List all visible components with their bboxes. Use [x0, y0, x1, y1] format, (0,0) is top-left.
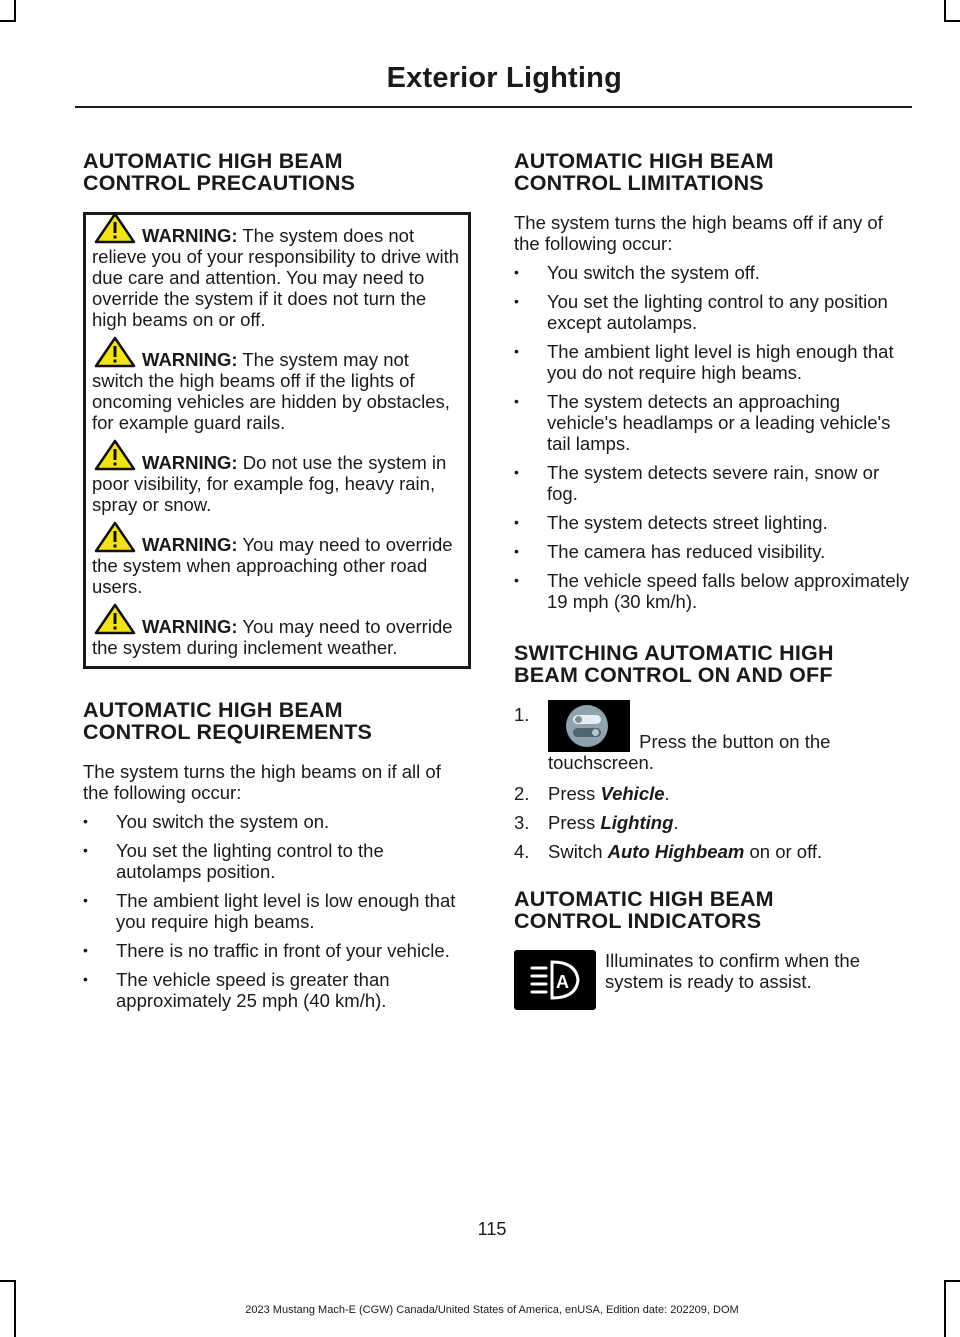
ui-label-auto-highbeam: Auto Highbeam: [607, 841, 745, 862]
switching-heading: SWITCHING AUTOMATIC HIGH BEAM CONTROL ON AND OFF: [514, 641, 834, 687]
page-number: 115: [477, 1219, 507, 1239]
list-item: • The system detects severe rain, snow or fog.: [514, 462, 909, 504]
step-text: .: [673, 812, 679, 833]
step-1-text: Press the button on the touchscreen.: [548, 731, 831, 773]
warning-text: The system may not switch the high beams off if the lights of oncoming vehicles are hidden by obstacles, for example guard rails.: [92, 349, 450, 433]
limitations-heading: AUTOMATIC HIGH BEAM CONTROL LIMITATIONS: [514, 149, 774, 195]
footer: 2023 Mustang Mach-E (CGW) Canada/United States of America, enUSA, Edition date: 202209, DOM: [245, 1304, 739, 1316]
step-1: [514, 704, 909, 773]
indicator-text: Illuminates to confirm when the system is ready to assist.: [605, 950, 861, 992]
section-gap: [514, 870, 909, 888]
crop-mark: [944, 0, 946, 22]
warning-text: Do not use the system in poor visibility, for example fog, heavy rain, spray or snow.: [92, 452, 447, 515]
warning-triangle-icon: [94, 439, 136, 471]
list-item: • You switch the system on.: [83, 811, 471, 832]
step-number: 1.: [514, 704, 530, 725]
crop-mark: [0, 20, 16, 22]
step-number: 2.: [514, 783, 530, 804]
warning-triangle-icon: [94, 521, 136, 553]
list-item: • There is no traffic in front of your vehicle.: [83, 940, 471, 961]
step-2: [514, 783, 909, 804]
list-item: • The system detects an approaching vehicle's headlamps or a leading vehicle's tail lamps.: [514, 391, 909, 454]
title-rule: [75, 106, 912, 108]
ui-label-lighting: Lighting: [600, 812, 674, 833]
steps-list: [514, 704, 909, 862]
warning-text: The system does not relieve you of your responsibility to drive with due care and attention. You may need to override the system if it does not turn the high beams on or off.: [92, 225, 460, 330]
list-item: • The vehicle speed is greater than approximately 25 mph (40 km/h).: [83, 969, 471, 1011]
crop-mark: [14, 0, 16, 22]
warning-triangle-icon: [94, 212, 136, 244]
list-item: • The ambient light level is low enough that you require high beams.: [83, 890, 471, 932]
warning-box: [83, 212, 471, 669]
step-number: 3.: [514, 812, 530, 833]
warning-label: WARNING:: [142, 616, 238, 637]
list-item: • You set the lighting control to any position except autolamps.: [514, 291, 909, 333]
precautions-heading: AUTOMATIC HIGH BEAM CONTROL PRECAUTIONS: [83, 149, 356, 195]
warning-label: WARNING:: [142, 534, 238, 555]
list-item: • You switch the system off.: [514, 262, 909, 283]
step-text: Press: [548, 783, 601, 804]
warning-triangle-icon: [94, 603, 136, 635]
warning-triangle-icon: [94, 336, 136, 368]
warning-1: [92, 225, 462, 330]
crop-mark: [0, 1280, 16, 1282]
warning-label: WARNING:: [142, 225, 238, 246]
section-gap: [514, 620, 909, 642]
right-column: [514, 150, 909, 1014]
list-item: • The camera has reduced visibility.: [514, 541, 909, 562]
warning-4: [92, 534, 462, 597]
list-item: • You set the lighting control to the autolamps position.: [83, 840, 471, 882]
svg-text:A: A: [556, 972, 569, 992]
vehicle-controls-icon: [548, 700, 630, 752]
step-text: .: [664, 783, 670, 804]
list-item: • The system detects street lighting.: [514, 512, 909, 533]
step-3: [514, 812, 909, 833]
warning-label: WARNING:: [142, 452, 238, 473]
limitations-list: [514, 262, 909, 612]
step-number: 4.: [514, 841, 530, 862]
step-1-body: [548, 704, 909, 773]
warning-text: You may need to override the system when approaching other road users.: [92, 534, 453, 597]
indicators-heading: AUTOMATIC HIGH BEAM CONTROL INDICATORS: [514, 887, 774, 933]
requirements-intro: The system turns the high beams on if all of the following occur:: [83, 761, 441, 803]
crop-mark: [944, 20, 960, 22]
step-text: Press: [548, 812, 601, 833]
list-item: • The ambient light level is high enough that you do not require high beams.: [514, 341, 909, 383]
auto-high-beam-indicator-icon: [514, 950, 596, 1010]
warning-label: WARNING:: [142, 349, 238, 370]
warning-3: [92, 452, 462, 515]
warning-2: [92, 349, 462, 433]
step-text: on or off.: [744, 841, 823, 862]
list-item: • The vehicle speed falls below approximately 19 mph (30 km/h).: [514, 570, 909, 612]
warning-5: [92, 616, 462, 658]
step-text: Switch: [548, 841, 608, 862]
warning-text: You may need to override the system during inclement weather.: [92, 616, 453, 658]
ui-label-vehicle: Vehicle: [600, 783, 665, 804]
crop-mark: [944, 1280, 960, 1282]
page-title: Exterior Lighting: [386, 62, 622, 94]
requirements-heading: AUTOMATIC HIGH BEAM CONTROL REQUIREMENTS: [83, 698, 373, 744]
indicator-row: [514, 950, 909, 1014]
requirements-list: [83, 811, 471, 1011]
left-column: [83, 150, 471, 1019]
limitations-intro: The system turns the high beams off if any of the following occur:: [514, 212, 883, 254]
step-4: [514, 841, 909, 862]
